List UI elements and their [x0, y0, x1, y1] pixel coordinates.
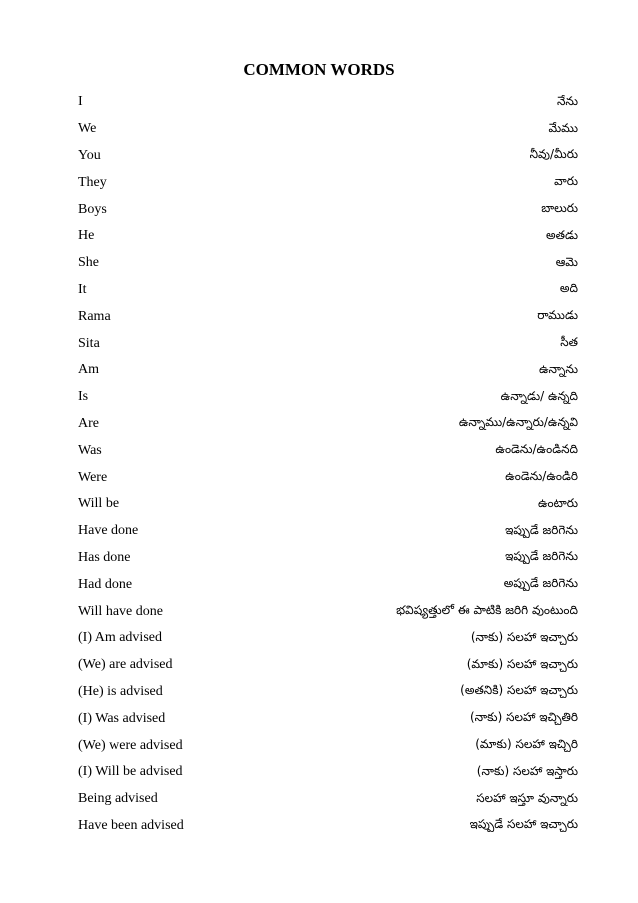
english-word: Will be [78, 496, 120, 512]
english-word: Sita [78, 335, 100, 351]
telugu-word: (నాకు) సలహా ఇచ్చితిరి [469, 710, 578, 725]
telugu-word: అతడు [546, 227, 578, 242]
telugu-word: ఉండెను/ఉండినది [495, 442, 578, 457]
english-word: Boys [78, 201, 107, 217]
word-list [78, 89, 578, 839]
telugu-word: రాముడు [537, 308, 578, 323]
word-row [78, 759, 578, 786]
word-row [78, 411, 578, 438]
word-row [78, 491, 578, 518]
telugu-word: నీవు/మీరు [529, 147, 578, 162]
word-row [78, 143, 578, 170]
word-row [78, 116, 578, 143]
word-row [78, 250, 578, 277]
telugu-word: మేము [548, 120, 578, 135]
english-word: You [78, 147, 101, 163]
english-word: Has done [78, 549, 131, 565]
telugu-word: (మాకు) సలహా ఇచ్చిరి [475, 737, 578, 752]
word-row [78, 786, 578, 813]
english-word: (We) are advised [78, 657, 173, 673]
word-row [78, 196, 578, 223]
word-row [78, 384, 578, 411]
word-row [78, 518, 578, 545]
english-word: Will have done [78, 603, 163, 619]
telugu-word: సీత [560, 335, 578, 350]
english-word: Are [78, 415, 99, 431]
english-word: (He) is advised [78, 683, 163, 699]
english-word: (I) Will be advised [78, 764, 183, 780]
english-word: Being advised [78, 791, 158, 807]
telugu-word: వారు [554, 174, 578, 189]
english-word: They [78, 174, 107, 190]
telugu-word: ఇప్పుడే జరిగెను [505, 549, 578, 564]
word-row [78, 571, 578, 598]
english-word: (I) Am advised [78, 630, 162, 646]
english-word: We [78, 121, 97, 137]
telugu-word: ఆమె [555, 254, 578, 269]
telugu-word: (నాకు) సలహా ఇచ్చారు [470, 629, 578, 644]
english-word: Had done [78, 576, 133, 592]
telugu-word: (అతనికి) సలహా ఇచ్చారు [460, 683, 578, 698]
telugu-word: అప్పుడే జరిగెను [503, 576, 578, 591]
word-row [78, 545, 578, 572]
word-row [78, 223, 578, 250]
page-title: COMMON WORDS [243, 60, 395, 79]
word-row [78, 705, 578, 732]
word-row [78, 464, 578, 491]
telugu-word: నేను [556, 93, 578, 108]
word-row [78, 437, 578, 464]
telugu-word: (నాకు) సలహా ఇస్తారు [476, 763, 578, 778]
word-row [78, 598, 578, 625]
word-row [78, 813, 578, 840]
word-row [78, 330, 578, 357]
telugu-word: ఉన్నాడు/ ఉన్నది [500, 388, 578, 403]
telugu-word: ఉన్నాను [538, 361, 578, 376]
english-word: Am [78, 362, 99, 378]
word-row [78, 679, 578, 706]
telugu-word: ఉండెను/ఉండిరి [505, 469, 578, 484]
telugu-word: ఉన్నాము/ఉన్నారు/ఉన్నవి [458, 415, 578, 430]
word-row [78, 625, 578, 652]
word-row [78, 169, 578, 196]
telugu-word: ఇప్పుడే సలహా ఇచ్చారు [469, 817, 578, 832]
english-word: Is [78, 389, 89, 405]
english-word: Have been advised [78, 817, 184, 833]
english-word: He [78, 228, 95, 244]
word-row [78, 303, 578, 330]
word-row [78, 357, 578, 384]
word-row [78, 652, 578, 679]
telugu-word: ఉంటారు [537, 495, 578, 510]
english-word: (We) were advised [78, 737, 183, 753]
telugu-word: (మాకు) సలహా ఇచ్చారు [466, 656, 578, 671]
word-row [78, 732, 578, 759]
english-word: I [78, 94, 83, 110]
word-row [78, 89, 578, 116]
english-word: It [78, 281, 87, 297]
english-word: Have done [78, 523, 139, 539]
telugu-word: సలహా ఇస్తూ వున్నారు [476, 790, 578, 805]
english-word: Were [78, 469, 108, 485]
english-word: Was [78, 442, 102, 458]
english-word: (I) Was advised [78, 710, 166, 726]
telugu-word: ఇప్పుడే జరిగెను [505, 522, 578, 537]
word-row [78, 277, 578, 304]
english-word: She [78, 255, 99, 271]
telugu-word: భవిష్యత్తులో ఈ పాటికి జరిగి వుంటుంది [396, 603, 578, 618]
english-word: Rama [78, 308, 111, 324]
telugu-word: అది [559, 281, 578, 296]
telugu-word: బాలురు [541, 201, 578, 216]
